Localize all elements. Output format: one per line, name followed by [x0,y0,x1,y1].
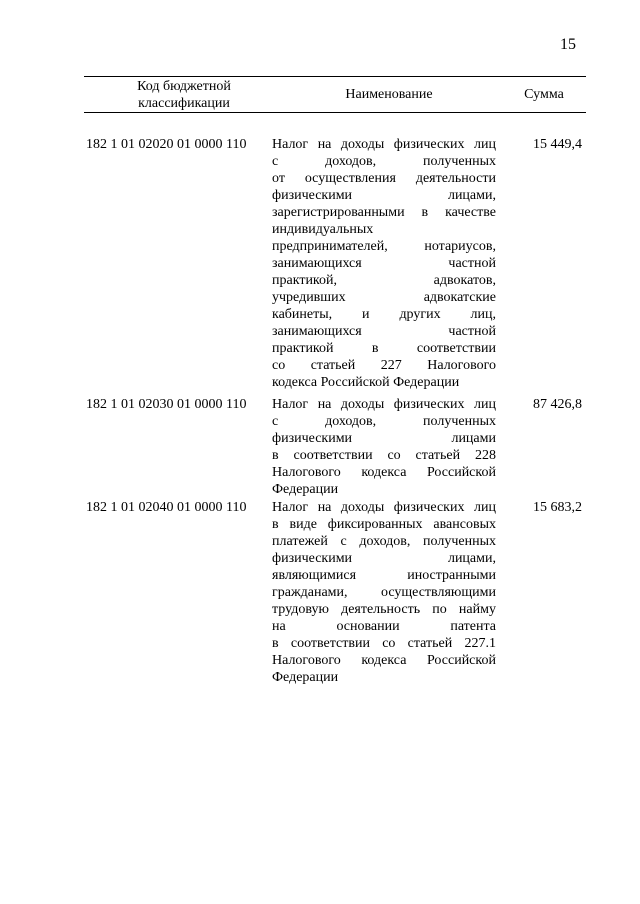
description-line: на основании патента [272,619,496,634]
row-description [272,499,496,686]
description-line: Федерации [272,670,339,685]
header-sum: Сумма [524,87,564,102]
description-line: предпринимателей, нотариусов, [272,239,496,254]
description-line: в соответствии со статьей 227.1 [272,636,496,651]
row-code: 182 1 01 02020 01 0000 110 [86,137,247,152]
description-line: трудовую деятельность по найму [272,602,496,617]
description-line: являющимися иностранными [272,568,496,583]
description-line: физическими лицами, [272,551,496,566]
description-line: индивидуальных [272,222,374,237]
description-line: физическими лицами [272,431,496,446]
description-line: занимающихся частной [272,256,496,271]
description-line: учредивших адвокатские [272,290,496,305]
description-line: физическими лицами, [272,188,496,203]
row-description [272,136,496,391]
table-header [84,76,586,113]
description-line: практикой, адвокатов, [272,273,496,288]
row-code: 182 1 01 02040 01 0000 110 [86,500,247,515]
description-line: кабинеты, и других лиц, [272,307,496,322]
description-line: от осуществления деятельности [272,171,496,186]
description-line: Налог на доходы физических лиц [272,137,496,152]
description-line: занимающихся частной [272,324,496,339]
row-description [272,396,496,498]
header-code-line-1: Код бюджетной [137,78,231,94]
description-line: гражданами, осуществляющими [272,585,496,600]
description-line: в виде фиксированных авансовых [272,517,496,532]
description-line: с доходов, полученных [272,154,496,169]
description-line: платежей с доходов, полученных [272,534,496,549]
row-code: 182 1 01 02030 01 0000 110 [86,397,247,412]
header-code [104,77,264,112]
description-line: со статьей 227 Налогового [272,358,496,373]
description-line: Налогового кодекса Российской [272,653,496,668]
description-line: Налог на доходы физических лиц [272,397,496,412]
description-line: практикой в соответствии [272,341,496,356]
row-amount: 15 449,4 [533,137,582,152]
header-name: Наименование [345,87,433,102]
row-amount: 15 683,2 [533,500,582,515]
description-line: Налогового кодекса Российской [272,465,496,480]
description-line: Федерации [272,482,339,497]
description-line: Налог на доходы физических лиц [272,500,496,515]
row-amount: 87 426,8 [533,397,582,412]
description-line: кодекса Российской Федерации [272,375,460,390]
page-number: 15 [560,36,576,53]
description-line: с доходов, полученных [272,414,496,429]
header-code-line-2: классификации [138,95,230,111]
description-line: зарегистрированными в качестве [272,205,496,220]
description-line: в соответствии со статьей 228 [272,448,496,463]
